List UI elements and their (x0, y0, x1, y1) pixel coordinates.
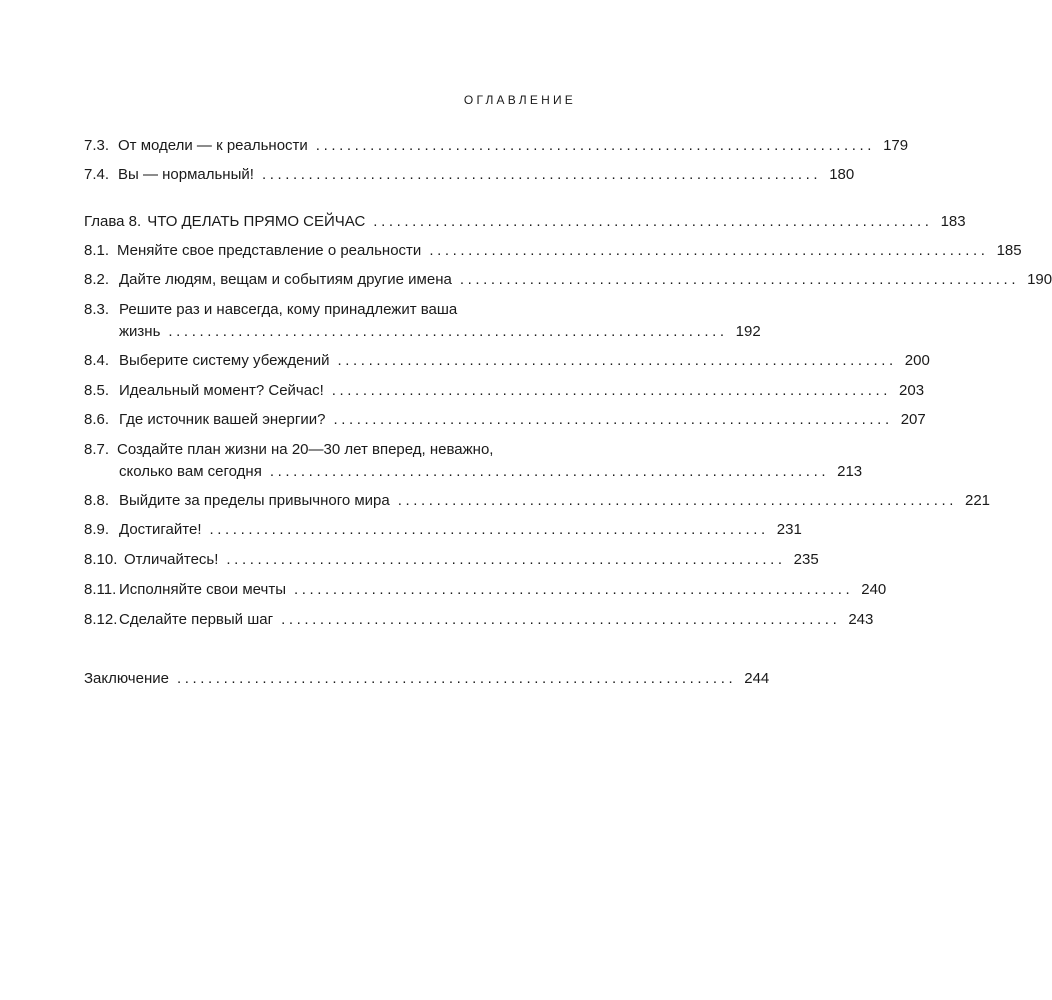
toc-entry-title: Достигайте! (119, 521, 202, 538)
toc-entry (84, 300, 761, 342)
toc-entry-number: 8.10. (84, 551, 118, 568)
toc-entry (84, 580, 887, 600)
toc-entry-page: 240 (861, 581, 887, 598)
toc-entry-page: 179 (883, 137, 909, 154)
leader-dots: ........................................................................ (429, 242, 989, 259)
leader-dots: ........................................................................ (176, 670, 737, 687)
toc-entry-title-line2: жизнь (119, 323, 161, 340)
toc-entry (84, 241, 1022, 261)
toc-entry-number: 8.6. (84, 411, 110, 428)
toc-entry-title-line1: Решите раз и навсегда, кому принадлежит ваша (119, 301, 458, 318)
toc-entry-page: 235 (793, 551, 819, 568)
toc-entry-page: 180 (829, 166, 855, 183)
toc-entry-title: Исполняйте свои мечты (119, 581, 286, 598)
toc-entry-page: 190 (1027, 271, 1052, 288)
toc-entry (84, 270, 1052, 290)
leader-dots: ........................................................................ (281, 611, 841, 628)
toc-entry-title-line1: Создайте план жизни на 20—30 лет вперед, неважно, (117, 441, 494, 458)
toc-entry-title: Дайте людям, вещам и событиям другие имена (119, 271, 452, 288)
toc-entry-number: 7.4. (84, 166, 110, 183)
toc-entry-title: Выйдите за пределы привычного мира (119, 492, 390, 509)
toc-entry-title: Где источник вашей энергии? (119, 411, 326, 428)
leader-dots: ........................................................................ (373, 213, 933, 230)
toc-entry (84, 351, 930, 371)
leader-dots: ........................................................................ (459, 271, 1020, 288)
toc-entry-number: 8.9. (84, 521, 110, 538)
toc-entry (84, 410, 926, 430)
toc-entry-title: От модели — к реальности (118, 137, 308, 154)
toc-entry-number: 8.11. (84, 581, 117, 598)
toc-chapter-entry (84, 212, 966, 232)
leader-dots: ........................................................................ (261, 166, 822, 183)
toc-entry-number: 8.2. (84, 271, 110, 288)
toc-entry (84, 136, 909, 156)
toc-entry-number: 8.4. (84, 352, 110, 369)
page-header: ОГЛАВЛЕНИЕ (463, 93, 576, 107)
toc-entry-number: 8.3. (84, 301, 110, 318)
toc-entry-number: 7.3. (84, 137, 110, 154)
leader-dots: ........................................................................ (269, 463, 830, 480)
leader-dots: ........................................................................ (226, 551, 786, 568)
toc-entry-title: Меняйте свое представление о реальности (117, 242, 422, 259)
toc-entry-title: Вы — нормальный! (118, 166, 254, 183)
leader-dots: ........................................................................ (333, 411, 893, 428)
toc-entry-page: 243 (848, 611, 874, 628)
toc-entry-page: 244 (744, 670, 770, 687)
toc-entry-title-line2: сколько вам сегодня (119, 463, 262, 480)
toc-chapter-title: ЧТО ДЕЛАТЬ ПРЯМО СЕЙЧАС (147, 213, 366, 230)
toc-entry-title: Заключение (84, 670, 169, 687)
toc-entry-page: 192 (735, 323, 761, 340)
toc-entry-page: 203 (899, 382, 925, 399)
toc-entry-page: 200 (904, 352, 930, 369)
toc-entry-number: 8.7. (84, 441, 110, 458)
toc-entry-page: 231 (776, 521, 802, 538)
toc-entry-title: Отличайтесь! (124, 551, 219, 568)
toc-entry-title: Сделайте первый шаг (119, 611, 274, 628)
toc-entry-title: Идеальный момент? Сейчас! (119, 382, 324, 399)
toc-entry-page: 213 (837, 463, 863, 480)
toc-entry-page: 183 (940, 213, 966, 230)
toc-entry-page: 185 (996, 242, 1022, 259)
leader-dots: ........................................................................ (209, 521, 769, 538)
leader-dots: ........................................................................ (337, 352, 897, 369)
leader-dots: ........................................................................ (315, 137, 876, 154)
toc-chapter-number: Глава 8. (84, 213, 142, 230)
leader-dots: ........................................................................ (397, 492, 957, 509)
toc-entry-page: 221 (965, 492, 991, 509)
toc-entry-number: 8.12. (84, 611, 118, 628)
toc-entry (84, 440, 863, 482)
toc-entry-number: 8.1. (84, 242, 110, 259)
toc-entry-number: 8.5. (84, 382, 110, 399)
toc-entry (84, 520, 802, 540)
toc-entry-page: 207 (900, 411, 926, 428)
toc-entry (84, 165, 855, 185)
toc-entry-title: Выберите систему убеждений (119, 352, 330, 369)
leader-dots: ........................................................................ (293, 581, 854, 598)
toc-entry (84, 669, 770, 689)
toc-entry (84, 610, 874, 630)
toc-entry (84, 381, 925, 401)
toc-entry-number: 8.8. (84, 492, 110, 509)
leader-dots: ........................................................................ (168, 323, 728, 340)
toc-entry (84, 491, 991, 511)
toc-entry (84, 550, 819, 570)
leader-dots: ........................................................................ (331, 382, 892, 399)
